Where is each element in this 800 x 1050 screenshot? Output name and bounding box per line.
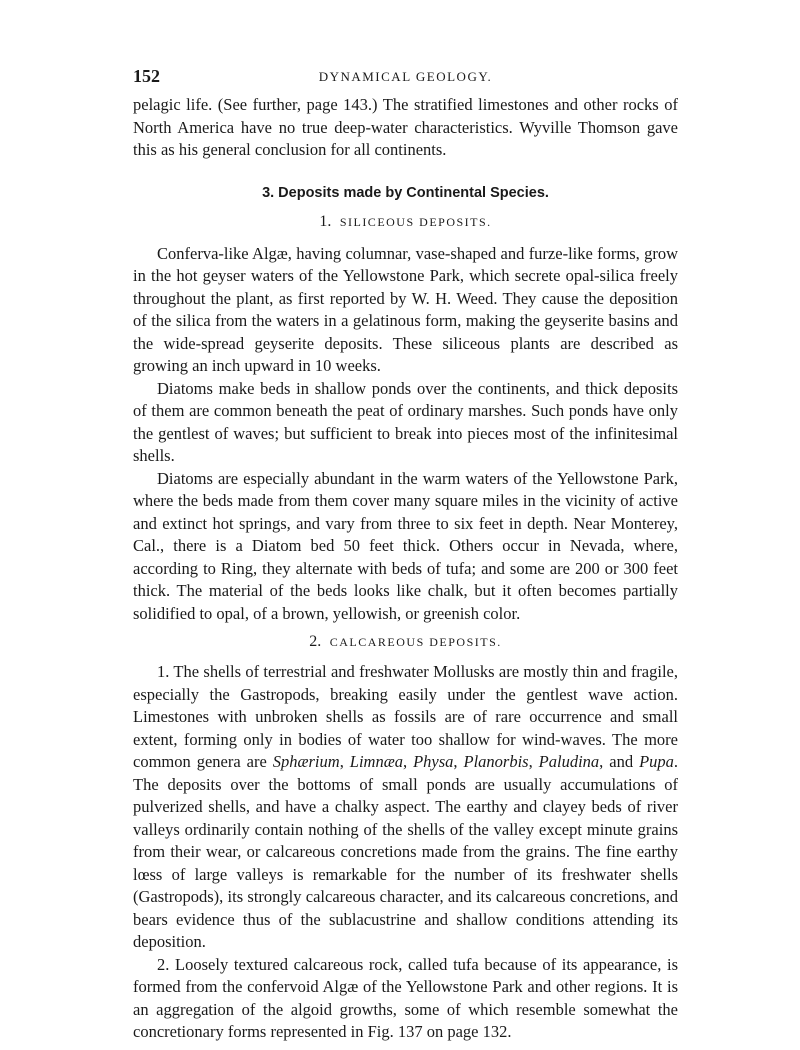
calcareous-heading (133, 633, 678, 651)
siliceous-heading (133, 213, 678, 231)
paragraph-tufa: 2. Loosely textured calcareous rock, called tufa because of its appearance, is formed from the confervoid Algæ of the Yellowstone Park and other regions. It is an aggregation of the algoid growths, some of which resemble somewhat the concretionary forms represented in Fig. 137 on page 132. (133, 954, 678, 1041)
book-page (133, 66, 678, 1044)
genus-physa: Physa (413, 752, 454, 771)
calcareous-heading-number: 2. (309, 633, 322, 650)
running-title: DYNAMICAL GEOLOGY. (318, 69, 493, 84)
paragraph-shells (133, 661, 678, 954)
genus-limnaea: Limnæa (349, 752, 403, 771)
shells-text-b: . The deposits over the bottoms of small ponds are usually accumulations of pulverized shells, and have a chalky aspect. The earthy and clayey beds of river valleys ordinarily contain nothing of the shells of the valley except minute grains from their wear, or calcareous concretions made from the grains. The fine earthy lœss of large valleys is remarkable for the number of its freshwater shells (Gastropods), its strongly calcareous character, and its calcareous concretions, and bears evidence thus of the sublacustrine and shallow conditions attending its deposition. (133, 752, 679, 951)
genus-separator: , (528, 752, 539, 771)
shells-text-a: 1. The shells of terrestrial and freshwater Mollusks are mostly thin and fragile, especially the Gastropods, breaking easily under the gentlest wave action. Limestones with unbroken shells as fossils are of rare occurrence and small extent, forming only in bodies of water too shallow for wind-waves. The more common genera are (133, 662, 678, 771)
genus-separator: , and (599, 752, 640, 771)
genus-separator: , (453, 752, 464, 771)
paragraph-diatoms-yellowstone: Diatoms are especially abundant in the warm waters of the Yellowstone Park, where the beds made from them cover many square miles in the vicinity of active and extinct hot springs, and vary from three to six feet in depth. Near Monterey, Cal., there is a Diatom bed 50 feet thick. Others occur in Nevada, where, according to Ring, they alternate with beds of tufa; and some are 200 or 300 feet thick. The material of the beds looks like chalk, but it often becomes partially solidified to opal, of a brown, yellowish, or greenish color. (133, 468, 678, 623)
section-heading: 3. Deposits made by Continental Species. (262, 184, 549, 201)
genus-paludina: Paludina (538, 752, 600, 771)
siliceous-heading-number: 1. (319, 212, 332, 230)
paragraph-diatoms-ponds: Diatoms make beds in shallow ponds over the continents, and thick deposits of them are common beneath the peat of ordinary marshes. Such ponds have only the gentlest of waves; but sufficient to break into pieces most of the infinitesimal shells. (133, 378, 678, 465)
genus-separator: , (402, 752, 414, 771)
siliceous-heading-label: SILICEOUS DEPOSITS. (339, 214, 492, 229)
genus-planorbis: Planorbis (463, 752, 529, 771)
running-head (133, 66, 678, 94)
paragraph-conferva: Conferva-like Algæ, having columnar, vase-shaped and furze-like forms, grow in the hot geyser waters of the Yellowstone Park, which secrete opal-silica freely throughout the plant, as first reported by W. H. Weed. They cause the deposition of the silica from the waters in a gelatinous form, making the geyserite basins and the wide-spread geyserite deposits. These siliceous plants are described as growing an inch upward in 10 weeks. (133, 243, 678, 375)
calcareous-heading-label: CALCAREOUS DEPOSITS. (329, 635, 502, 649)
intro-paragraph: pelagic life. (See further, page 143.) The stratified limestones and other rocks of North America have no true deep-water characteristics. Wyville Thomson gave this as his general conclusion for all continents. (133, 95, 678, 159)
genus-separator: , (339, 752, 350, 771)
genus-sphaerium: Sphærium (272, 752, 340, 771)
page-number: 152 (133, 66, 160, 86)
genus-pupa: Pupa (639, 752, 674, 771)
